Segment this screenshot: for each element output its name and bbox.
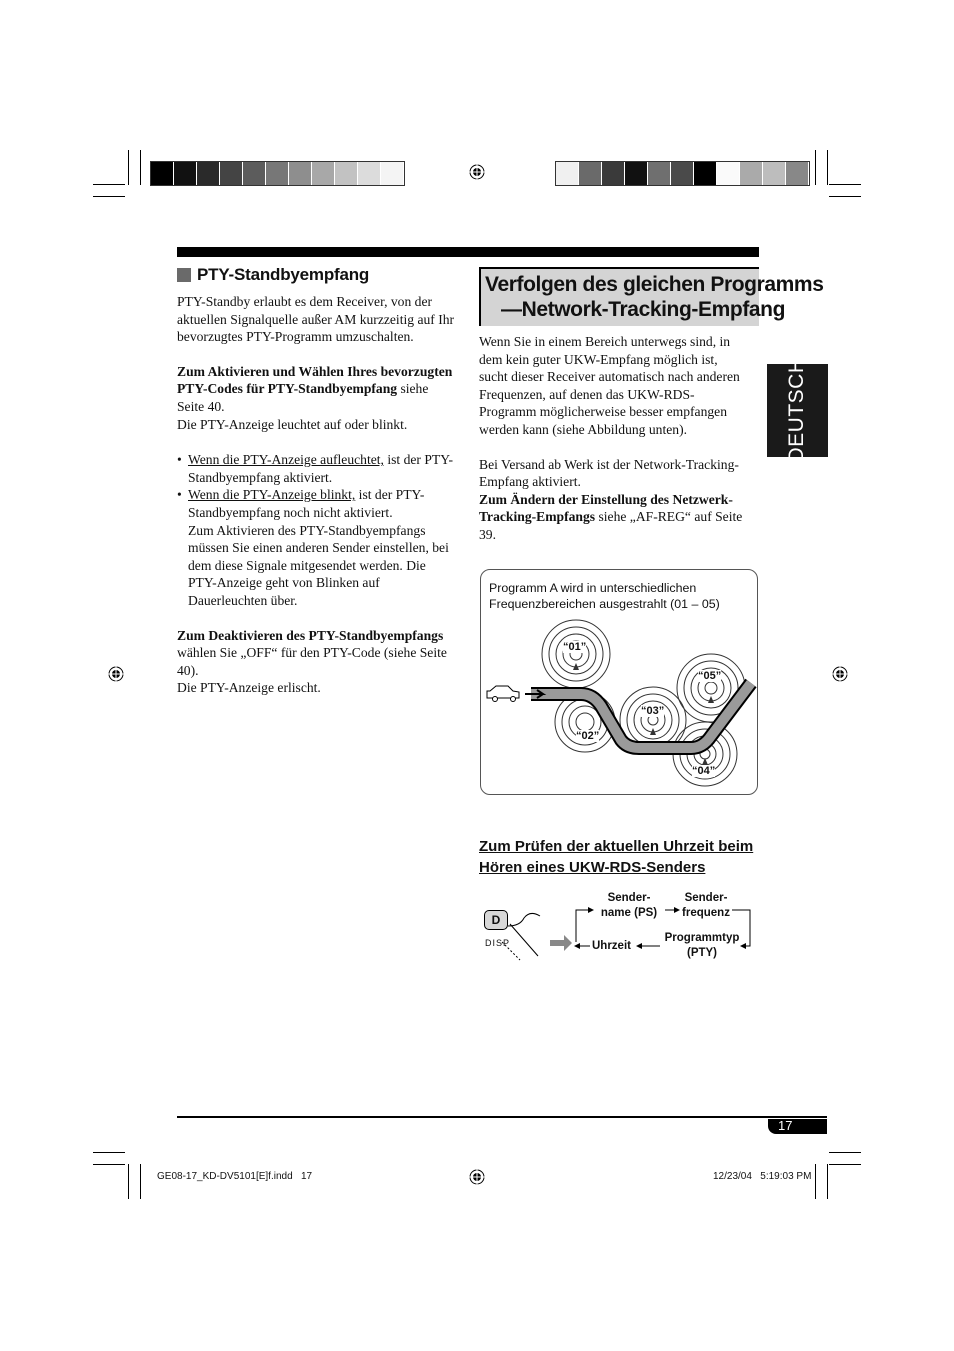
station-label-02: “02” xyxy=(576,730,600,742)
program-type-label xyxy=(662,931,742,961)
bullet-result: ist der PTY-Standbyempfang aktiviert. xyxy=(188,452,454,485)
figure-caption: Programm A wird in unterschiedlichen Frequenzbereichen ausgestrahlt (01 – 05) xyxy=(489,581,720,611)
flow-text: (PTY) xyxy=(686,947,718,959)
bullet-detail: Zum Aktivieren des PTY-Standbyempfangs müssen Sie einen anderen Sender einstellen, bei dem diese Signale mitgesendet werden. Die PTY-Anzeige geht von Blinken auf Dauerleuchten über. xyxy=(188,522,449,608)
flow-text: name (PS) xyxy=(600,907,658,919)
right-column-text xyxy=(479,333,760,544)
bottom-rule xyxy=(177,1116,827,1118)
deactivate-reference: wählen Sie „OFF“ für den PTY-Code (siehe Seite 40). xyxy=(177,645,447,678)
disp-label: DISP xyxy=(485,938,511,948)
change-setting-paragraph xyxy=(479,491,760,544)
color-bar-right xyxy=(555,161,810,186)
deactivate-instruction: Zum Deaktivieren des PTY-Standbyempfangs xyxy=(177,627,444,643)
flow-text: Sender- xyxy=(607,892,651,904)
station-label-04: “04” xyxy=(692,765,716,777)
footer-file: GE08-17_KD-DV5101[E]f.indd 17 xyxy=(157,1171,313,1182)
language-tab xyxy=(767,357,828,463)
deactivate-note: Die PTY-Anzeige erlischt. xyxy=(177,680,321,696)
color-bar-left xyxy=(150,161,405,186)
activate-note: Die PTY-Anzeige leuchtet auf oder blinkt. xyxy=(177,416,408,432)
flow-text: frequenz xyxy=(682,907,730,919)
section-title: PTY-Standbyempfang xyxy=(197,265,370,284)
clock-heading xyxy=(479,836,759,878)
sender-name-label xyxy=(594,891,664,921)
activate-instruction: Zum Aktivieren und Wählen Ihres bevorzugten PTY-Codes für PTY-Standbyempfang xyxy=(177,363,453,397)
language-tab-label: DEUTSCH xyxy=(785,357,808,463)
heading-line: Verfolgen des gleichen Programms xyxy=(485,273,824,296)
intro-paragraph: PTY-Standby erlaubt es dem Receiver, von der aktuellen Signalquelle außer AM kurzzeitig auf Ihr bevorzugtes PTY-Programm umzuschalten. xyxy=(177,294,455,345)
station-label-03: “03” xyxy=(641,705,665,717)
clock-heading-line: Zum Prüfen der aktuellen Uhrzeit beim xyxy=(479,838,754,855)
change-reference: siehe „AF-REG“ auf Seite 39. xyxy=(479,509,743,542)
list-item xyxy=(177,451,457,486)
activate-reference: siehe Seite 40. xyxy=(177,381,429,414)
sender-frequency-label xyxy=(680,891,732,921)
heading-square-icon xyxy=(177,268,191,282)
coverage-diagram xyxy=(481,570,758,795)
bullet-condition: Wenn die PTY-Anzeige aufleuchtet, xyxy=(188,452,384,468)
network-tracking-heading xyxy=(479,267,824,326)
page-number-box xyxy=(768,1119,827,1134)
registration-mark-icon xyxy=(832,666,848,682)
section-heading xyxy=(177,264,457,286)
top-rule xyxy=(177,247,759,257)
registration-mark-icon xyxy=(469,164,485,180)
clock-label: Uhrzeit xyxy=(592,940,631,952)
heading-line: —Network-Tracking-Empfang xyxy=(501,298,786,321)
clock-heading-line: Hören eines UKW-RDS-Senders xyxy=(479,859,706,876)
bullet-result: ist der PTY-Standbyempfang noch nicht aktiviert. xyxy=(188,487,425,520)
left-column xyxy=(177,264,457,697)
disp-button[interactable]: D xyxy=(484,910,508,930)
list-item xyxy=(177,486,457,609)
station-label-01: “01” xyxy=(563,641,587,653)
display-flow-diagram xyxy=(480,888,760,962)
car-icon xyxy=(487,686,519,702)
station-label-05: “05” xyxy=(698,670,722,682)
registration-mark-icon xyxy=(469,1169,485,1185)
bullet-condition: Wenn die PTY-Anzeige blinkt, xyxy=(188,487,356,503)
activate-paragraph xyxy=(177,363,457,416)
flow-text: Programmtyp xyxy=(664,932,740,944)
page-number: 17 xyxy=(778,1118,793,1133)
deactivate-paragraph xyxy=(177,627,457,680)
indicator-list xyxy=(177,451,457,609)
network-tracking-figure xyxy=(480,569,758,795)
tracking-paragraph: Wenn Sie in einem Bereich unterwegs sind, in dem kein guter UKW-Empfang möglich ist, sucht dieser Receiver automatisch nach anderen Frequenzen, auf denen das UKW-RDS-Programm möglicherweise besser empfangen werden kann (siehe Abbildung unten). xyxy=(479,334,740,437)
registration-mark-icon xyxy=(108,666,124,682)
change-instruction: Zum Ändern der Einstellung des Netzwerk-Tracking-Empfangs xyxy=(479,491,733,525)
coverage-zone-01 xyxy=(542,620,610,688)
default-setting-paragraph: Bei Versand ab Werk ist der Network-Tracking-Empfang aktiviert. xyxy=(479,456,739,490)
footer-timestamp: 12/23/04 5:19:03 PM xyxy=(713,1171,812,1182)
flow-text: Sender- xyxy=(684,892,728,904)
